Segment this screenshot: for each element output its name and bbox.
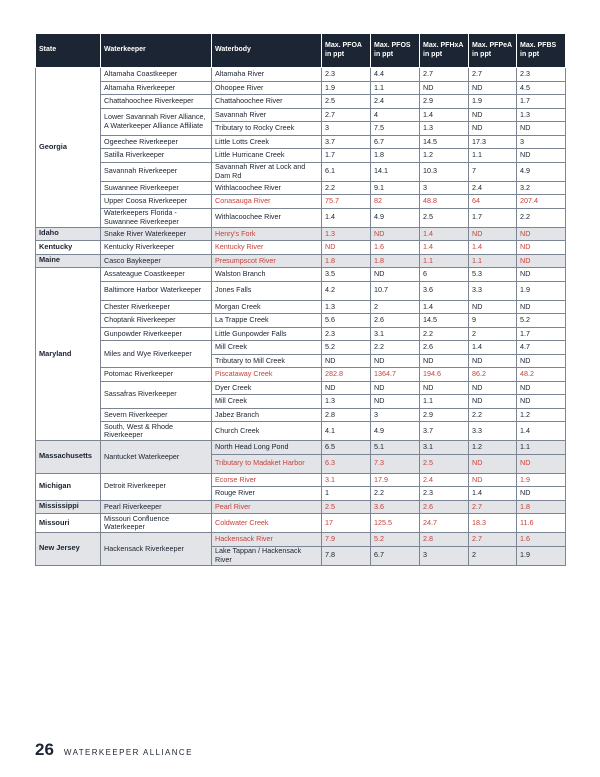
state-cell: New Jersey <box>36 533 101 566</box>
waterkeeper-cell: Gunpowder Riverkeeper <box>101 327 212 341</box>
value-cell: 207.4 <box>517 195 566 209</box>
value-cell: ND <box>371 381 420 395</box>
page-footer <box>35 740 193 760</box>
value-cell: 2.2 <box>371 341 420 355</box>
value-cell: 1.4 <box>322 208 371 227</box>
waterbody-cell: La Trappe Creek <box>212 314 322 328</box>
waterbody-cell: Jones Falls <box>212 281 322 300</box>
value-cell: 3.1 <box>322 473 371 487</box>
waterkeeper-cell: Altamaha Riverkeeper <box>101 81 212 95</box>
value-cell: 5.2 <box>371 533 420 547</box>
table-row <box>36 281 566 300</box>
value-cell: 24.7 <box>420 514 469 533</box>
value-cell: 1.7 <box>469 208 517 227</box>
value-cell: 2.6 <box>420 341 469 355</box>
waterbody-cell: Kentucky River <box>212 241 322 255</box>
value-cell: ND <box>517 268 566 282</box>
waterbody-cell: Walston Branch <box>212 268 322 282</box>
value-cell: 1.3 <box>322 395 371 409</box>
value-cell: 2.3 <box>517 68 566 82</box>
value-cell: 1.4 <box>469 241 517 255</box>
waterbody-cell: Little Gunpowder Falls <box>212 327 322 341</box>
header-state: State <box>36 34 101 68</box>
value-cell: 7.3 <box>371 454 420 473</box>
value-cell: 1.6 <box>371 241 420 255</box>
value-cell: ND <box>469 108 517 122</box>
table-row <box>36 300 566 314</box>
value-cell: ND <box>322 381 371 395</box>
table-row <box>36 341 566 355</box>
value-cell: 1 <box>322 487 371 501</box>
waterbody-cell: Savannah River at Lock and Dam Rd <box>212 162 322 181</box>
value-cell: ND <box>517 300 566 314</box>
waterkeeper-cell: Savannah Riverkeeper <box>101 162 212 181</box>
value-cell: 5.6 <box>322 314 371 328</box>
value-cell: 3.6 <box>371 500 420 514</box>
waterbody-cell: Dyer Creek <box>212 381 322 395</box>
value-cell: ND <box>517 354 566 368</box>
waterbody-cell: Little Lotts Creek <box>212 135 322 149</box>
header-max-pfos: Max. PFOS in ppt <box>371 34 420 68</box>
value-cell: 1.2 <box>469 441 517 455</box>
value-cell: 7.9 <box>322 533 371 547</box>
value-cell: 2.9 <box>420 408 469 422</box>
waterkeeper-cell: Sassafras Riverkeeper <box>101 381 212 408</box>
value-cell: 1.9 <box>469 95 517 109</box>
value-cell: 7.5 <box>371 122 420 136</box>
value-cell: 3.3 <box>469 422 517 441</box>
value-cell: 1.3 <box>420 122 469 136</box>
value-cell: 9 <box>469 314 517 328</box>
value-cell: ND <box>517 122 566 136</box>
value-cell: 2.7 <box>469 68 517 82</box>
waterkeeper-cell: Chattahoochee Riverkeeper <box>101 95 212 109</box>
value-cell: ND <box>469 81 517 95</box>
waterbody-cell: Tributary to Rocky Creek <box>212 122 322 136</box>
value-cell: 64 <box>469 195 517 209</box>
value-cell: ND <box>469 454 517 473</box>
table-row <box>36 500 566 514</box>
value-cell: 2.2 <box>371 487 420 501</box>
value-cell: ND <box>322 354 371 368</box>
value-cell: 1.8 <box>371 149 420 163</box>
waterbody-cell: Mill Creek <box>212 341 322 355</box>
waterbody-cell: Rouge River <box>212 487 322 501</box>
table-row <box>36 533 566 547</box>
value-cell: 2.7 <box>469 500 517 514</box>
value-cell: 9.1 <box>371 181 420 195</box>
value-cell: 6.7 <box>371 135 420 149</box>
table-row <box>36 227 566 241</box>
value-cell: 11.6 <box>517 514 566 533</box>
value-cell: ND <box>420 354 469 368</box>
value-cell: 1.4 <box>420 241 469 255</box>
value-cell: 6 <box>420 268 469 282</box>
header-max-pfbs: Max. PFBS in ppt <box>517 34 566 68</box>
table-row <box>36 441 566 455</box>
waterbody-cell: Presumpscot River <box>212 254 322 268</box>
value-cell: ND <box>420 81 469 95</box>
value-cell: 6.3 <box>322 454 371 473</box>
value-cell: 2.6 <box>420 500 469 514</box>
value-cell: 5.1 <box>371 441 420 455</box>
value-cell: 1.9 <box>517 473 566 487</box>
value-cell: 1364.7 <box>371 368 420 382</box>
value-cell: 7 <box>469 162 517 181</box>
value-cell: ND <box>517 254 566 268</box>
value-cell: 2.2 <box>322 181 371 195</box>
waterbody-cell: Piscataway Creek <box>212 368 322 382</box>
value-cell: 4.1 <box>322 422 371 441</box>
waterkeeper-cell: Ogeechee Riverkeeper <box>101 135 212 149</box>
waterkeeper-cell: Nantucket Waterkeeper <box>101 441 212 474</box>
waterbody-cell: Withlacoochee River <box>212 208 322 227</box>
pfas-results-table <box>35 33 566 566</box>
state-cell: Idaho <box>36 227 101 241</box>
value-cell: 2.9 <box>420 95 469 109</box>
value-cell: 1.8 <box>322 254 371 268</box>
value-cell: 2.3 <box>420 487 469 501</box>
value-cell: ND <box>371 395 420 409</box>
value-cell: ND <box>517 487 566 501</box>
value-cell: 3 <box>420 181 469 195</box>
value-cell: 18.3 <box>469 514 517 533</box>
table-row <box>36 314 566 328</box>
value-cell: 5.2 <box>322 341 371 355</box>
value-cell: 2.7 <box>322 108 371 122</box>
state-cell: Maine <box>36 254 101 268</box>
waterbody-cell: Jabez Branch <box>212 408 322 422</box>
value-cell: 282.8 <box>322 368 371 382</box>
value-cell: 2.4 <box>371 95 420 109</box>
value-cell: 1.4 <box>420 108 469 122</box>
value-cell: 1.4 <box>469 341 517 355</box>
waterkeeper-cell: Pearl Riverkeeper <box>101 500 212 514</box>
value-cell: 1.9 <box>517 281 566 300</box>
waterkeeper-cell: Miles and Wye Riverkeeper <box>101 341 212 368</box>
value-cell: 2.5 <box>420 454 469 473</box>
value-cell: ND <box>469 381 517 395</box>
table-row <box>36 381 566 395</box>
table-header <box>36 34 566 68</box>
value-cell: 1.6 <box>517 533 566 547</box>
value-cell: 1.8 <box>371 254 420 268</box>
value-cell: 2.3 <box>322 327 371 341</box>
value-cell: 2.7 <box>469 533 517 547</box>
value-cell: 17.9 <box>371 473 420 487</box>
waterbody-cell: Altamaha River <box>212 68 322 82</box>
table-row <box>36 81 566 95</box>
waterkeeper-cell: Snake River Waterkeeper <box>101 227 212 241</box>
waterkeeper-cell: Upper Coosa Riverkeeper <box>101 195 212 209</box>
value-cell: 1.7 <box>517 327 566 341</box>
value-cell: 2.2 <box>469 408 517 422</box>
waterbody-cell: Ohoopee River <box>212 81 322 95</box>
waterkeeper-cell: Missouri Confluence Waterkeeper <box>101 514 212 533</box>
value-cell: 1.7 <box>322 149 371 163</box>
waterbody-cell: Withlacoochee River <box>212 181 322 195</box>
value-cell: 4.7 <box>517 341 566 355</box>
value-cell: 17.3 <box>469 135 517 149</box>
value-cell: 3.6 <box>420 281 469 300</box>
value-cell: 86.2 <box>469 368 517 382</box>
value-cell: 2.4 <box>469 181 517 195</box>
state-cell: Michigan <box>36 473 101 500</box>
table-body <box>36 68 566 566</box>
waterbody-cell: Mill Creek <box>212 395 322 409</box>
value-cell: 1.3 <box>517 108 566 122</box>
value-cell: 6.7 <box>371 546 420 565</box>
value-cell: 125.5 <box>371 514 420 533</box>
waterkeeper-cell: Satilla Riverkeeper <box>101 149 212 163</box>
value-cell: 14.5 <box>420 314 469 328</box>
table-row <box>36 514 566 533</box>
table-row <box>36 68 566 82</box>
value-cell: 1.3 <box>322 300 371 314</box>
waterkeeper-cell: Detroit Riverkeeper <box>101 473 212 500</box>
waterkeeper-cell: Waterkeepers Florida - Suwannee Riverkeeper <box>101 208 212 227</box>
value-cell: 1.7 <box>517 95 566 109</box>
value-cell: ND <box>420 381 469 395</box>
waterkeeper-cell: Choptank Riverkeeper <box>101 314 212 328</box>
value-cell: 14.1 <box>371 162 420 181</box>
header-max-pfpea: Max. PFPeA in ppt <box>469 34 517 68</box>
value-cell: 4.9 <box>371 422 420 441</box>
value-cell: 17 <box>322 514 371 533</box>
state-cell: Georgia <box>36 68 101 228</box>
value-cell: ND <box>469 473 517 487</box>
waterkeeper-cell: Suwannee Riverkeeper <box>101 181 212 195</box>
waterbody-cell: North Head Long Pond <box>212 441 322 455</box>
table-row <box>36 254 566 268</box>
waterkeeper-cell: Assateague Coastkeeper <box>101 268 212 282</box>
waterbody-cell: Coldwater Creek <box>212 514 322 533</box>
value-cell: 7.8 <box>322 546 371 565</box>
header-waterbody: Waterbody <box>212 34 322 68</box>
value-cell: 2.5 <box>420 208 469 227</box>
header-waterkeeper: Waterkeeper <box>101 34 212 68</box>
waterkeeper-cell: Baltimore Harbor Waterkeeper <box>101 281 212 300</box>
value-cell: 1.3 <box>322 227 371 241</box>
value-cell: ND <box>371 268 420 282</box>
state-cell: Massachusetts <box>36 441 101 474</box>
value-cell: 3 <box>420 546 469 565</box>
table-row <box>36 195 566 209</box>
value-cell: 2.7 <box>420 68 469 82</box>
waterbody-cell: Tributary to Madaket Harbor <box>212 454 322 473</box>
waterbody-cell: Church Creek <box>212 422 322 441</box>
state-cell: Maryland <box>36 268 101 441</box>
value-cell: 5.2 <box>517 314 566 328</box>
page-number: 26 <box>35 740 54 759</box>
value-cell: 1.2 <box>420 149 469 163</box>
table-row <box>36 327 566 341</box>
value-cell: 1.4 <box>469 487 517 501</box>
value-cell: 2.8 <box>420 533 469 547</box>
value-cell: 2 <box>469 327 517 341</box>
table-row <box>36 208 566 227</box>
value-cell: 10.7 <box>371 281 420 300</box>
value-cell: ND <box>469 227 517 241</box>
value-cell: ND <box>517 227 566 241</box>
value-cell: 2 <box>469 546 517 565</box>
table-row <box>36 368 566 382</box>
value-cell: ND <box>371 354 420 368</box>
value-cell: 14.5 <box>420 135 469 149</box>
table-row <box>36 181 566 195</box>
waterkeeper-cell: Casco Baykeeper <box>101 254 212 268</box>
value-cell: 2.3 <box>322 68 371 82</box>
value-cell: ND <box>517 381 566 395</box>
waterbody-cell: Ecorse River <box>212 473 322 487</box>
state-cell: Missouri <box>36 514 101 533</box>
value-cell: 2.5 <box>322 500 371 514</box>
value-cell: 3.1 <box>420 441 469 455</box>
value-cell: 3.5 <box>322 268 371 282</box>
value-cell: 3.7 <box>322 135 371 149</box>
footer-publisher: WATERKEEPER ALLIANCE <box>63 748 193 757</box>
value-cell: 3.1 <box>371 327 420 341</box>
waterbody-cell: Lake Tappan / Hackensack River <box>212 546 322 565</box>
value-cell: 1.1 <box>371 81 420 95</box>
value-cell: 2.6 <box>371 314 420 328</box>
table-row <box>36 108 566 122</box>
value-cell: ND <box>322 241 371 255</box>
value-cell: 2.5 <box>322 95 371 109</box>
waterbody-cell: Conasauga River <box>212 195 322 209</box>
value-cell: 48.2 <box>517 368 566 382</box>
value-cell: 4.2 <box>322 281 371 300</box>
waterbody-cell: Tributary to Mill Creek <box>212 354 322 368</box>
value-cell: 1.4 <box>420 300 469 314</box>
value-cell: 82 <box>371 195 420 209</box>
value-cell: ND <box>469 395 517 409</box>
value-cell: 1.1 <box>517 441 566 455</box>
value-cell: 3.2 <box>517 181 566 195</box>
waterkeeper-cell: Hackensack Riverkeeper <box>101 533 212 566</box>
value-cell: 6.1 <box>322 162 371 181</box>
value-cell: 4.4 <box>371 68 420 82</box>
value-cell: 1.8 <box>517 500 566 514</box>
value-cell: 4 <box>371 108 420 122</box>
table-row <box>36 149 566 163</box>
value-cell: 1.1 <box>420 254 469 268</box>
value-cell: 3 <box>517 135 566 149</box>
table-row <box>36 135 566 149</box>
table-row <box>36 422 566 441</box>
value-cell: 1.9 <box>517 546 566 565</box>
value-cell: 3.7 <box>420 422 469 441</box>
waterbody-cell: Pearl River <box>212 500 322 514</box>
value-cell: 1.2 <box>517 408 566 422</box>
value-cell: 75.7 <box>322 195 371 209</box>
waterkeeper-cell: Lower Savannah River Alliance, A Waterkeeper Alliance Affiliate <box>101 108 212 135</box>
table-row <box>36 408 566 422</box>
waterkeeper-cell: Chester Riverkeeper <box>101 300 212 314</box>
value-cell: 1.4 <box>420 227 469 241</box>
value-cell: 2.4 <box>420 473 469 487</box>
value-cell: ND <box>517 241 566 255</box>
waterkeeper-cell: South, West & Rhode Riverkeeper <box>101 422 212 441</box>
table-row <box>36 95 566 109</box>
waterbody-cell: Henry's Fork <box>212 227 322 241</box>
value-cell: 6.5 <box>322 441 371 455</box>
waterbody-cell: Savannah River <box>212 108 322 122</box>
value-cell: 48.8 <box>420 195 469 209</box>
waterkeeper-cell: Altamaha Coastkeeper <box>101 68 212 82</box>
table-row <box>36 241 566 255</box>
value-cell: 4.5 <box>517 81 566 95</box>
value-cell: 1.1 <box>469 149 517 163</box>
table-row <box>36 473 566 487</box>
value-cell: 3 <box>371 408 420 422</box>
value-cell: ND <box>371 227 420 241</box>
table-row <box>36 268 566 282</box>
value-cell: 4.9 <box>517 162 566 181</box>
value-cell: 2.2 <box>420 327 469 341</box>
value-cell: 1.1 <box>420 395 469 409</box>
value-cell: ND <box>517 454 566 473</box>
value-cell: 5.3 <box>469 268 517 282</box>
waterbody-cell: Hackensack River <box>212 533 322 547</box>
waterkeeper-cell: Kentucky Riverkeeper <box>101 241 212 255</box>
value-cell: 4.9 <box>371 208 420 227</box>
value-cell: 1.1 <box>469 254 517 268</box>
state-cell: Mississippi <box>36 500 101 514</box>
value-cell: ND <box>517 149 566 163</box>
value-cell: 2.8 <box>322 408 371 422</box>
waterbody-cell: Morgan Creek <box>212 300 322 314</box>
header-max-pfoa: Max. PFOA in ppt <box>322 34 371 68</box>
value-cell: 2 <box>371 300 420 314</box>
waterkeeper-cell: Potomac Riverkeeper <box>101 368 212 382</box>
header-max-pfhxa: Max. PFHxA in ppt <box>420 34 469 68</box>
waterkeeper-cell: Severn Riverkeeper <box>101 408 212 422</box>
state-cell: Kentucky <box>36 241 101 255</box>
value-cell: 1.9 <box>322 81 371 95</box>
value-cell: 194.6 <box>420 368 469 382</box>
value-cell: ND <box>517 395 566 409</box>
table-row <box>36 162 566 181</box>
value-cell: 3.3 <box>469 281 517 300</box>
waterbody-cell: Little Hurricane Creek <box>212 149 322 163</box>
value-cell: 10.3 <box>420 162 469 181</box>
value-cell: ND <box>469 122 517 136</box>
value-cell: ND <box>469 354 517 368</box>
value-cell: 1.4 <box>517 422 566 441</box>
value-cell: 2.2 <box>517 208 566 227</box>
value-cell: ND <box>469 300 517 314</box>
value-cell: 3 <box>322 122 371 136</box>
waterbody-cell: Chattahoochee River <box>212 95 322 109</box>
